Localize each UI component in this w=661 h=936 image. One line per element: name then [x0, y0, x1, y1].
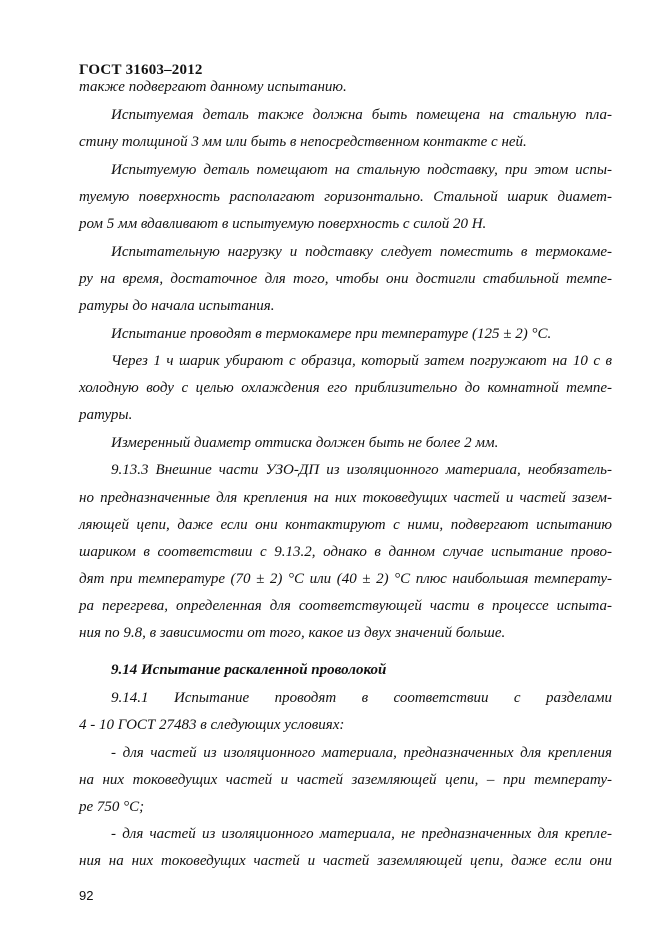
- section-heading: 9.14 Испытание раскаленной проволокой: [111, 662, 387, 678]
- text-line: Измеренный диаметр оттиска должен быть не более 2 мм.: [111, 435, 499, 451]
- list-item-line: - для частей из изоляционного материала, не предназначенных для крепле-: [111, 826, 612, 842]
- text-line: 4 - 10 ГОСТ 27483 в следующих условиях:: [79, 717, 345, 733]
- text-line: Испытуемую деталь помещают на стальную подставку, при этом испы-: [111, 162, 612, 178]
- list-item-line: ния на них токоведущих частей и частей заземляющей цепи, даже если они: [79, 853, 612, 869]
- list-item-line: на них токоведущих частей и частей заземляющей цепи, – при температу-: [79, 772, 612, 788]
- text-line: стину толщиной 3 мм или быть в непосредственном контакте с ней.: [79, 134, 527, 150]
- text-line: ратуры до начала испытания.: [79, 298, 275, 314]
- text-line: но предназначенные для крепления на них токоведущих частей и частей зазем-: [79, 490, 612, 506]
- text-line: Испытуемая деталь также должна быть помещена на стальную пла-: [111, 107, 612, 123]
- text-line: туемую поверхность располагают горизонтально. Стальной шарик диамет-: [79, 189, 612, 205]
- text-line: ру на время, достаточное для того, чтобы они достигли стабильной темпе-: [79, 271, 612, 287]
- text-line: 9.14.1 Испытание проводят в соответствии с разделами: [111, 690, 612, 706]
- list-item-line: ре 750 °С;: [79, 799, 145, 815]
- text-line: Испытательную нагрузку и подставку следует поместить в термокаме-: [111, 244, 612, 260]
- document-standard-header: ГОСТ 31603–2012: [79, 62, 203, 78]
- text-line: шариком в соответствии с 9.13.2, однако в данном случае испытание прово-: [79, 544, 612, 560]
- text-line: также подвергают данному испытанию.: [79, 79, 347, 95]
- page-number: 92: [79, 888, 94, 903]
- text-line: Через 1 ч шарик убирают с образца, который затем погружают на 10 с в: [111, 353, 612, 369]
- text-line: ляющей цепи, даже если они контактируют с ними, подвергают испытанию: [79, 517, 612, 533]
- text-line: дят при температуре (70 ± 2) °С или (40 ± 2) °С плюс наибольшая температу-: [79, 571, 612, 587]
- text-line: холодную воду с целью охлаждения его приблизительно до комнатной темпе-: [79, 380, 612, 396]
- text-line: ния по 9.8, в зависимости от того, какое из двух значений больше.: [79, 625, 506, 641]
- text-line: Испытание проводят в термокамере при температуре (125 ± 2) °С.: [111, 326, 552, 342]
- list-item-line: - для частей из изоляционного материала, предназначенных для крепления: [111, 745, 612, 761]
- text-line: 9.13.3 Внешние части УЗО-ДП из изоляционного материала, необязатель-: [111, 462, 612, 478]
- text-line: ра перегрева, определенная для соответствующей части в процессе испыта-: [79, 598, 612, 614]
- text-line: ратуры.: [79, 407, 133, 423]
- text-line: ром 5 мм вдавливают в испытуемую поверхность с силой 20 Н.: [79, 216, 487, 232]
